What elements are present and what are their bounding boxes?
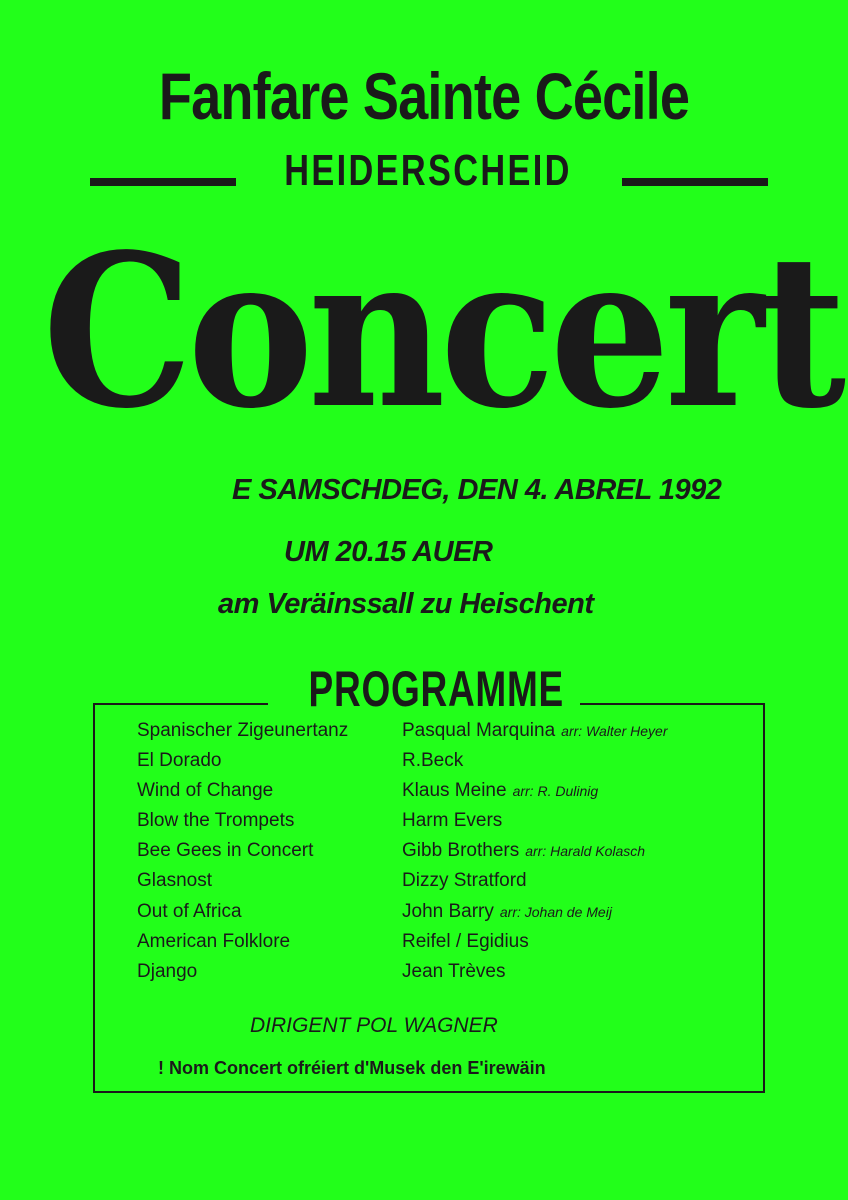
programme-row xyxy=(137,810,757,840)
event-time: UM 20.15 AUER xyxy=(284,536,493,568)
piece-composer xyxy=(402,810,508,832)
piece-title: Bee Gees in Concert xyxy=(137,840,314,862)
composer-name: Reifel / Egidius xyxy=(402,930,529,952)
programme-row xyxy=(137,840,757,870)
event-venue: am Veräinssall zu Heischent xyxy=(218,588,594,620)
programme-row xyxy=(137,961,757,991)
composer-name: Gibb Brothers xyxy=(402,840,520,862)
programme-row xyxy=(137,931,757,961)
composer-name: Harm Evers xyxy=(402,810,503,832)
piece-title: Out of Africa xyxy=(137,900,242,922)
piece-title: Blow the Trompets xyxy=(137,810,295,832)
town-name: HEIDERSCHEID xyxy=(284,146,572,195)
piece-composer xyxy=(402,870,533,892)
composer-name: Dizzy Stratford xyxy=(402,870,527,892)
programme-list xyxy=(137,720,757,991)
programme-row xyxy=(137,720,757,750)
headline: Concert xyxy=(42,208,841,455)
piece-title: Wind of Change xyxy=(137,780,274,802)
event-date: E SAMSCHDEG, DEN 4. ABREL 1992 xyxy=(232,474,722,506)
org-name: Fanfare Sainte Cécile xyxy=(158,59,690,133)
composer-name: Klaus Meine xyxy=(402,780,507,802)
piece-composer xyxy=(402,720,667,742)
piece-arranger: arr: Johan de Meij xyxy=(499,903,612,920)
piece-title: Django xyxy=(137,960,198,982)
town-row xyxy=(88,146,768,206)
piece-title: El Dorado xyxy=(137,750,222,772)
town-rule-right xyxy=(622,178,768,186)
composer-name: R.Beck xyxy=(402,750,464,772)
piece-title: Spanischer Zigeunertanz xyxy=(137,720,349,741)
piece-title: Glasnost xyxy=(137,870,212,892)
piece-arranger: arr: Walter Heyer xyxy=(561,723,668,739)
composer-name: John Barry xyxy=(402,900,494,922)
piece-composer xyxy=(402,750,469,772)
programme-title: PROGRAMME xyxy=(308,661,564,717)
piece-composer xyxy=(402,931,535,953)
composer-name: Pasqual Marquina xyxy=(402,720,556,741)
programme-row xyxy=(137,780,757,810)
programme-row xyxy=(137,901,757,931)
piece-composer xyxy=(402,961,512,983)
sponsor-note: ! Nom Concert ofréiert d'Musek den E'irewäin xyxy=(158,1058,546,1078)
piece-composer xyxy=(402,840,645,862)
programme-row xyxy=(137,750,757,780)
composer-name: Jean Trèves xyxy=(402,960,506,982)
conductor-credit: DIRIGENT POL WAGNER xyxy=(250,1014,498,1037)
programme-row xyxy=(137,870,757,900)
piece-arranger: arr: Harald Kolasch xyxy=(525,843,646,860)
piece-composer xyxy=(402,780,598,802)
piece-composer xyxy=(402,901,612,923)
piece-arranger: arr: R. Dulinig xyxy=(512,783,599,800)
piece-title: American Folklore xyxy=(137,930,291,952)
